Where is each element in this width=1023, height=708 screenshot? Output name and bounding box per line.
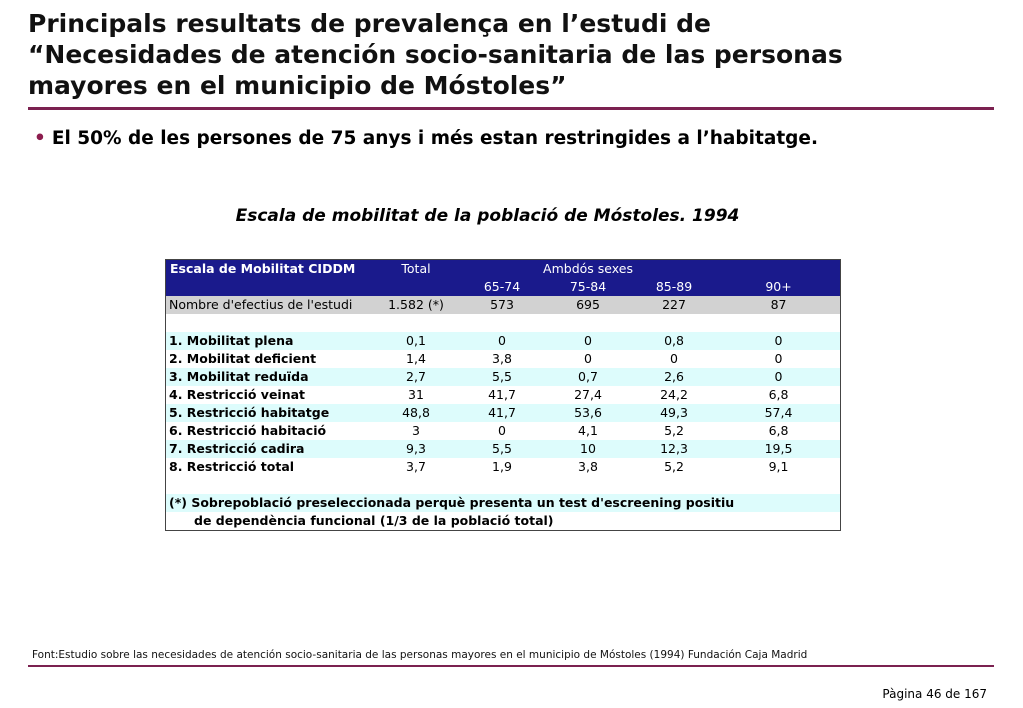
table-row bbox=[166, 440, 840, 458]
cell: 6,8 bbox=[717, 422, 840, 440]
cell: 1,4 bbox=[373, 350, 459, 368]
count-85-89: 227 bbox=[631, 296, 717, 314]
cell: 5,2 bbox=[631, 458, 717, 476]
header-age-85-89: 85-89 bbox=[631, 278, 717, 296]
cell: 24,2 bbox=[631, 386, 717, 404]
table-row bbox=[166, 350, 840, 368]
cell: 0 bbox=[631, 350, 717, 368]
cell: 4,1 bbox=[545, 422, 631, 440]
cell: 5,2 bbox=[631, 422, 717, 440]
count-row-label: Nombre d'efectius de l'estudi bbox=[166, 296, 373, 314]
cell: 41,7 bbox=[459, 404, 545, 422]
cell: 5,5 bbox=[459, 440, 545, 458]
cell: 3,8 bbox=[545, 458, 631, 476]
header-age-90-plus: 90+ bbox=[717, 278, 840, 296]
table-row bbox=[166, 404, 840, 422]
header-total: Total bbox=[373, 260, 459, 278]
table-row bbox=[166, 368, 840, 386]
cell: 0 bbox=[459, 422, 545, 440]
slide-title bbox=[28, 8, 1008, 101]
row-label: 5. Restricció habitatge bbox=[166, 404, 373, 422]
bullet-icon: • bbox=[34, 128, 46, 149]
title-line-2: “Necesidades de atención socio-sanitaria de las personas bbox=[28, 40, 843, 69]
cell: 6,8 bbox=[717, 386, 840, 404]
cell: 0 bbox=[717, 332, 840, 350]
cell: 0 bbox=[545, 350, 631, 368]
table-note-row bbox=[166, 494, 840, 512]
cell: 0,1 bbox=[373, 332, 459, 350]
cell: 2,6 bbox=[631, 368, 717, 386]
row-label: 8. Restricció total bbox=[166, 458, 373, 476]
header-label: Escala de Mobilitat CIDDM bbox=[166, 260, 373, 278]
cell: 57,4 bbox=[717, 404, 840, 422]
cell: 0 bbox=[459, 332, 545, 350]
cell: 9,3 bbox=[373, 440, 459, 458]
title-line-1: Principals resultats de prevalença en l’estudi de bbox=[28, 9, 711, 38]
count-total: 1.582 (*) bbox=[373, 296, 459, 314]
table-note-row bbox=[166, 512, 840, 530]
table-caption: Escala de mobilitat de la població de Móstoles. 1994 bbox=[235, 206, 740, 226]
row-label: 6. Restricció habitació bbox=[166, 422, 373, 440]
cell: 0 bbox=[545, 332, 631, 350]
table-note-line-2: de dependència funcional (1/3 de la població total) bbox=[166, 512, 840, 530]
header-group: Ambdós sexes bbox=[459, 260, 717, 278]
table-row bbox=[166, 458, 840, 476]
cell: 41,7 bbox=[459, 386, 545, 404]
page-number: Pàgina 46 de 167 bbox=[882, 687, 987, 701]
cell: 31 bbox=[373, 386, 459, 404]
bullet-point bbox=[34, 128, 818, 149]
cell: 48,8 bbox=[373, 404, 459, 422]
count-65-74: 573 bbox=[459, 296, 545, 314]
cell: 19,5 bbox=[717, 440, 840, 458]
cell: 2,7 bbox=[373, 368, 459, 386]
title-line-3: mayores en el municipio de Móstoles” bbox=[28, 71, 567, 100]
row-label: 4. Restricció veinat bbox=[166, 386, 373, 404]
header-age-65-74: 65-74 bbox=[459, 278, 545, 296]
table-row bbox=[166, 332, 840, 350]
cell: 12,3 bbox=[631, 440, 717, 458]
spacer-row bbox=[166, 476, 840, 494]
cell: 5,5 bbox=[459, 368, 545, 386]
table-row bbox=[166, 386, 840, 404]
cell: 3 bbox=[373, 422, 459, 440]
table-note-line-1: (*) Sobrepoblació preseleccionada perquè presenta un test d'escreening positiu bbox=[166, 494, 840, 512]
count-75-84: 695 bbox=[545, 296, 631, 314]
count-90-plus: 87 bbox=[717, 296, 840, 314]
cell: 9,1 bbox=[717, 458, 840, 476]
cell: 1,9 bbox=[459, 458, 545, 476]
cell: 0,8 bbox=[631, 332, 717, 350]
row-label: 3. Mobilitat reduïda bbox=[166, 368, 373, 386]
table-row bbox=[166, 422, 840, 440]
cell: 0 bbox=[717, 350, 840, 368]
row-label: 2. Mobilitat deficient bbox=[166, 350, 373, 368]
cell: 0,7 bbox=[545, 368, 631, 386]
title-divider bbox=[28, 107, 994, 110]
cell: 3,8 bbox=[459, 350, 545, 368]
row-label: 7. Restricció cadira bbox=[166, 440, 373, 458]
spacer-row bbox=[166, 314, 840, 332]
cell: 27,4 bbox=[545, 386, 631, 404]
cell: 53,6 bbox=[545, 404, 631, 422]
footer-divider bbox=[28, 665, 994, 667]
table-header-row-2 bbox=[166, 278, 840, 296]
source-footnote: Font:Estudio sobre las necesidades de atención socio-sanitaria de las personas mayores en el municipio de Móstoles (1994) Fundación Caja Madrid bbox=[32, 649, 808, 661]
cell: 10 bbox=[545, 440, 631, 458]
cell: 49,3 bbox=[631, 404, 717, 422]
bullet-text: El 50% de les persones de 75 anys i més estan restringides a l’habitatge. bbox=[51, 128, 818, 149]
cell: 3,7 bbox=[373, 458, 459, 476]
mobility-table bbox=[165, 259, 841, 531]
cell: 0 bbox=[717, 368, 840, 386]
row-label: 1. Mobilitat plena bbox=[166, 332, 373, 350]
header-age-75-84: 75-84 bbox=[545, 278, 631, 296]
count-row bbox=[166, 296, 840, 314]
table-header-row-1 bbox=[166, 260, 840, 278]
